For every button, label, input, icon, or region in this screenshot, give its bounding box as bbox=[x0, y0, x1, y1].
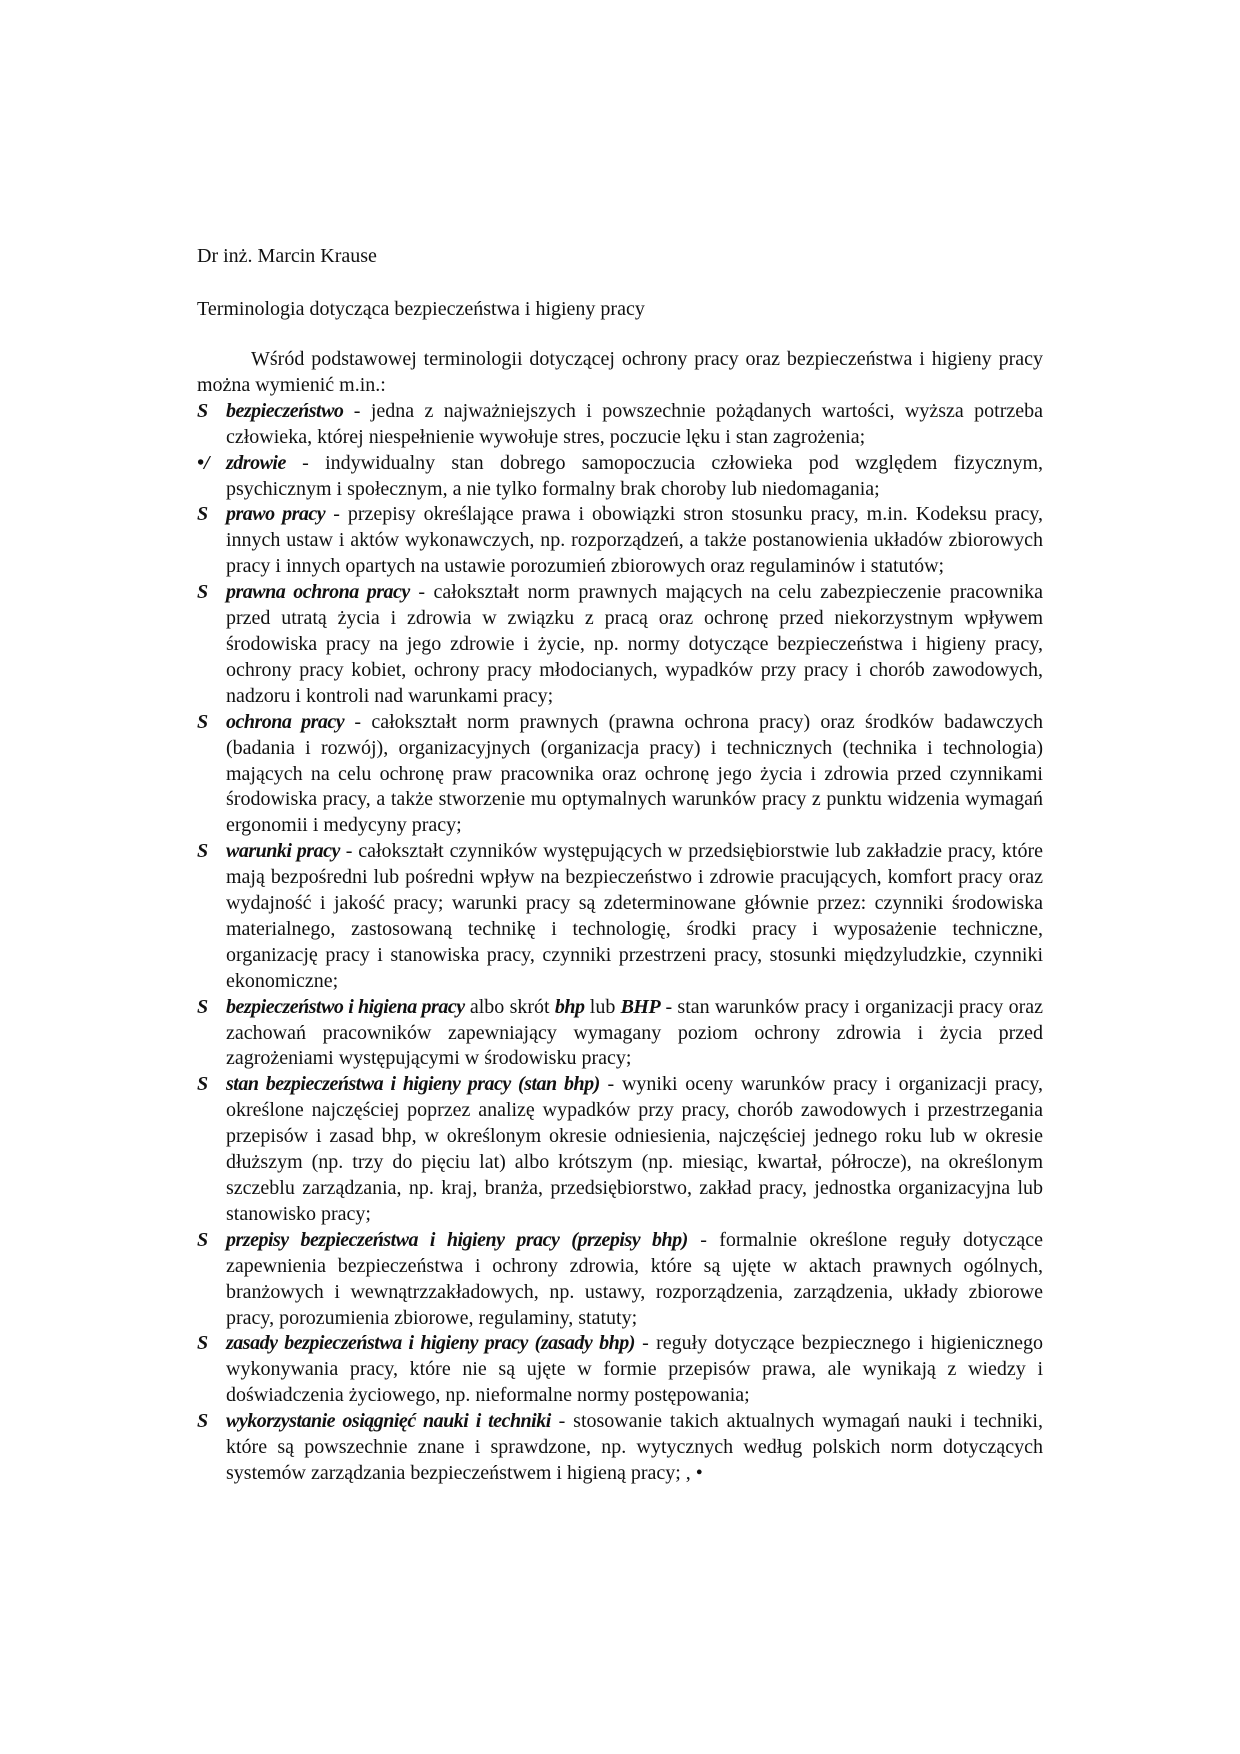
term-definition: lub bbox=[584, 995, 621, 1018]
term-item bbox=[197, 1072, 1043, 1227]
term-definition: - stan warunków pracy i organizacji pracy oraz zachowań pracowników zapewniający wymagany poziom ochrony zdrowia i życia przed zagrożeniami występującymi w środowisku pracy; bbox=[226, 995, 1043, 1070]
term-item bbox=[197, 399, 1043, 451]
term-definition: - indywidualny stan dobrego samopoczucia człowieka pod względem fizycznym, psychicznym i społecznym, a nie tylko formalny brak choroby lub niedomagania; bbox=[226, 451, 1043, 500]
author-name: Dr inż. Marcin Krause bbox=[197, 245, 377, 267]
term-item bbox=[197, 502, 1043, 580]
term-definition: - stosowanie takich aktualnych wymagań nauki i techniki, które są powszechnie znane i sprawdzone, np. wytycznych według polskich norm dotyczących systemów zarządzania bezpieczeństwem i higieną pracy; , • bbox=[226, 1410, 1043, 1484]
term-definition: - reguły dotyczące bezpiecznego i higienicznego wykonywania pracy, które nie są ujęte w formie przepisów prawa, ale wynikają z wiedzy i doświadczenia życiowego, np. nieformalne normy postępowania; bbox=[226, 1332, 1043, 1407]
term-name: prawna ochrona pracy bbox=[226, 581, 410, 604]
term-name: BHP bbox=[620, 995, 661, 1018]
term-item bbox=[197, 1228, 1043, 1332]
bullet-marker-icon: S bbox=[197, 710, 209, 733]
term-name: zasady bezpieczeństwa i higieny pracy (zasady bhp) bbox=[226, 1332, 635, 1355]
bullet-marker-icon: S bbox=[197, 399, 209, 422]
term-name: przepisy bezpieczeństwa i higieny pracy (przepisy bhp) bbox=[226, 1228, 688, 1251]
term-item bbox=[197, 995, 1043, 1073]
term-name: bezpieczeństwo bbox=[226, 399, 344, 422]
term-definition: albo skrót bbox=[464, 995, 555, 1018]
term-item bbox=[197, 580, 1043, 710]
document-title: Terminologia dotycząca bezpieczeństwa i higieny pracy bbox=[197, 298, 645, 320]
term-name: ochrona pracy bbox=[226, 710, 345, 733]
term-item bbox=[197, 451, 1043, 503]
bullet-marker-icon: S bbox=[197, 840, 209, 863]
bullet-marker-icon: S bbox=[197, 503, 209, 526]
bullet-marker-icon: S bbox=[197, 1410, 209, 1433]
bullet-marker-icon: S bbox=[197, 581, 209, 604]
term-item bbox=[197, 710, 1043, 840]
document-body bbox=[197, 347, 1043, 1487]
bullet-marker-icon: •/ bbox=[197, 451, 210, 474]
intro-paragraph: Wśród podstawowej terminologii dotyczącej ochrony pracy oraz bezpieczeństwa i higieny pracy można wymienić m.in.: bbox=[197, 348, 1043, 396]
term-name: prawo pracy bbox=[226, 503, 326, 526]
term-definition: - formalnie określone reguły dotyczące zapewnienia bezpieczeństwa i ochrony zdrowia, które są ujęte w aktach prawnych ogólnych, branżowych i wewnątrzzakładowych, np. ustawy, rozporządzenia, zarządzenia, układy zbiorowe pracy, porozumienia zbiorowe, regulaminy, statuty; bbox=[226, 1228, 1044, 1329]
term-definition: - wyniki oceny warunków pracy i organizacji pracy, określone najczęściej poprzez analizę wypadków przy pracy, chorób zawodowych i przestrzegania przepisów i zasad bhp, w określonym okresie odniesienia, najczęściej jednego roku lub w okresie dłuższym (np. trzy do pięciu lat) albo krótszym (np. miesiąc, kwartał, półrocze), na określonym szczeblu zarządzania, np. kraj, branża, przedsiębiorstwo, zakład pracy, jednostka organizacyjna lub stanowisko pracy; bbox=[226, 1073, 1043, 1225]
term-name: wykorzystanie osiągnięć nauki i techniki bbox=[226, 1410, 551, 1433]
term-name: zdrowie bbox=[226, 451, 286, 474]
term-definition: - jedna z najważniejszych i powszechnie pożądanych wartości, wyższa potrzeba człowieka, której niespełnienie wywołuje stres, poczucie lęku i stan zagrożenia; bbox=[226, 399, 1043, 448]
term-definition: - przepisy określające prawa i obowiązki stron stosunku pracy, m.in. Kodeksu pracy, innych ustaw i aktów wykonawczych, np. rozporządzeń, a także postanowienia układów zbiorowych pracy i innych opartych na ustawie porozumień zbiorowych oraz regulaminów i statutów; bbox=[226, 503, 1043, 578]
bullet-marker-icon: S bbox=[197, 1073, 209, 1096]
bullet-marker-icon: S bbox=[197, 1332, 209, 1355]
bullet-marker-icon: S bbox=[197, 995, 209, 1018]
term-name: bhp bbox=[554, 995, 585, 1018]
term-name: warunki pracy bbox=[226, 840, 340, 863]
term-item bbox=[197, 839, 1043, 994]
bullet-marker-icon: S bbox=[197, 1228, 209, 1251]
term-name: stan bezpieczeństwa i higieny pracy (stan bhp) bbox=[226, 1073, 600, 1096]
term-item bbox=[197, 1409, 1043, 1487]
term-item bbox=[197, 1331, 1043, 1409]
term-name: bezpieczeństwo i higiena pracy bbox=[226, 995, 465, 1018]
term-definition: - całokształt norm prawnych (prawna ochrona pracy) oraz środków badawczych (badania i rozwój), organizacyjnych (organizacja pracy) i technicznych (technika i technologia) mających na celu ochronę praw pracownika oraz ochronę jego życia i zdrowia przed czynnikami środowiska pracy, a także stworzenie mu optymalnych warunków pracy z punktu widzenia wymagań ergonomii i medycyny pracy; bbox=[226, 710, 1043, 837]
terms-list bbox=[197, 399, 1043, 1487]
term-definition: - całokształt czynników występujących w przedsiębiorstwie lub zakładzie pracy, które mają bezpośredni lub pośredni wpływ na bezpieczeństwo i zdrowie pracujących, komfort pracy oraz wydajność i jakość pracy; warunki pracy są zdeterminowane głównie przez: czynniki środowiska materialnego, zastosowaną technikę i technologię, środki pracy i wyposażenie techniczne, organizację pracy i stanowiska pracy, czynniki przestrzeni pracy, stosunki międzyludzkie, czynniki ekonomiczne; bbox=[226, 840, 1043, 992]
term-definition: - całokształt norm prawnych mających na celu zabezpieczenie pracownika przed utratą życia i zdrowia w związku z pracą oraz ochronę przed niekorzystnym wpływem środowiska pracy na jego zdrowie i życie, np. normy dotyczące bezpieczeństwa i higieny pracy, ochrony pracy kobiet, ochrony pracy młodocianych, wypadków przy pracy i chorób zawodowych, nadzoru i kontroli nad warunkami pracy; bbox=[226, 581, 1043, 707]
